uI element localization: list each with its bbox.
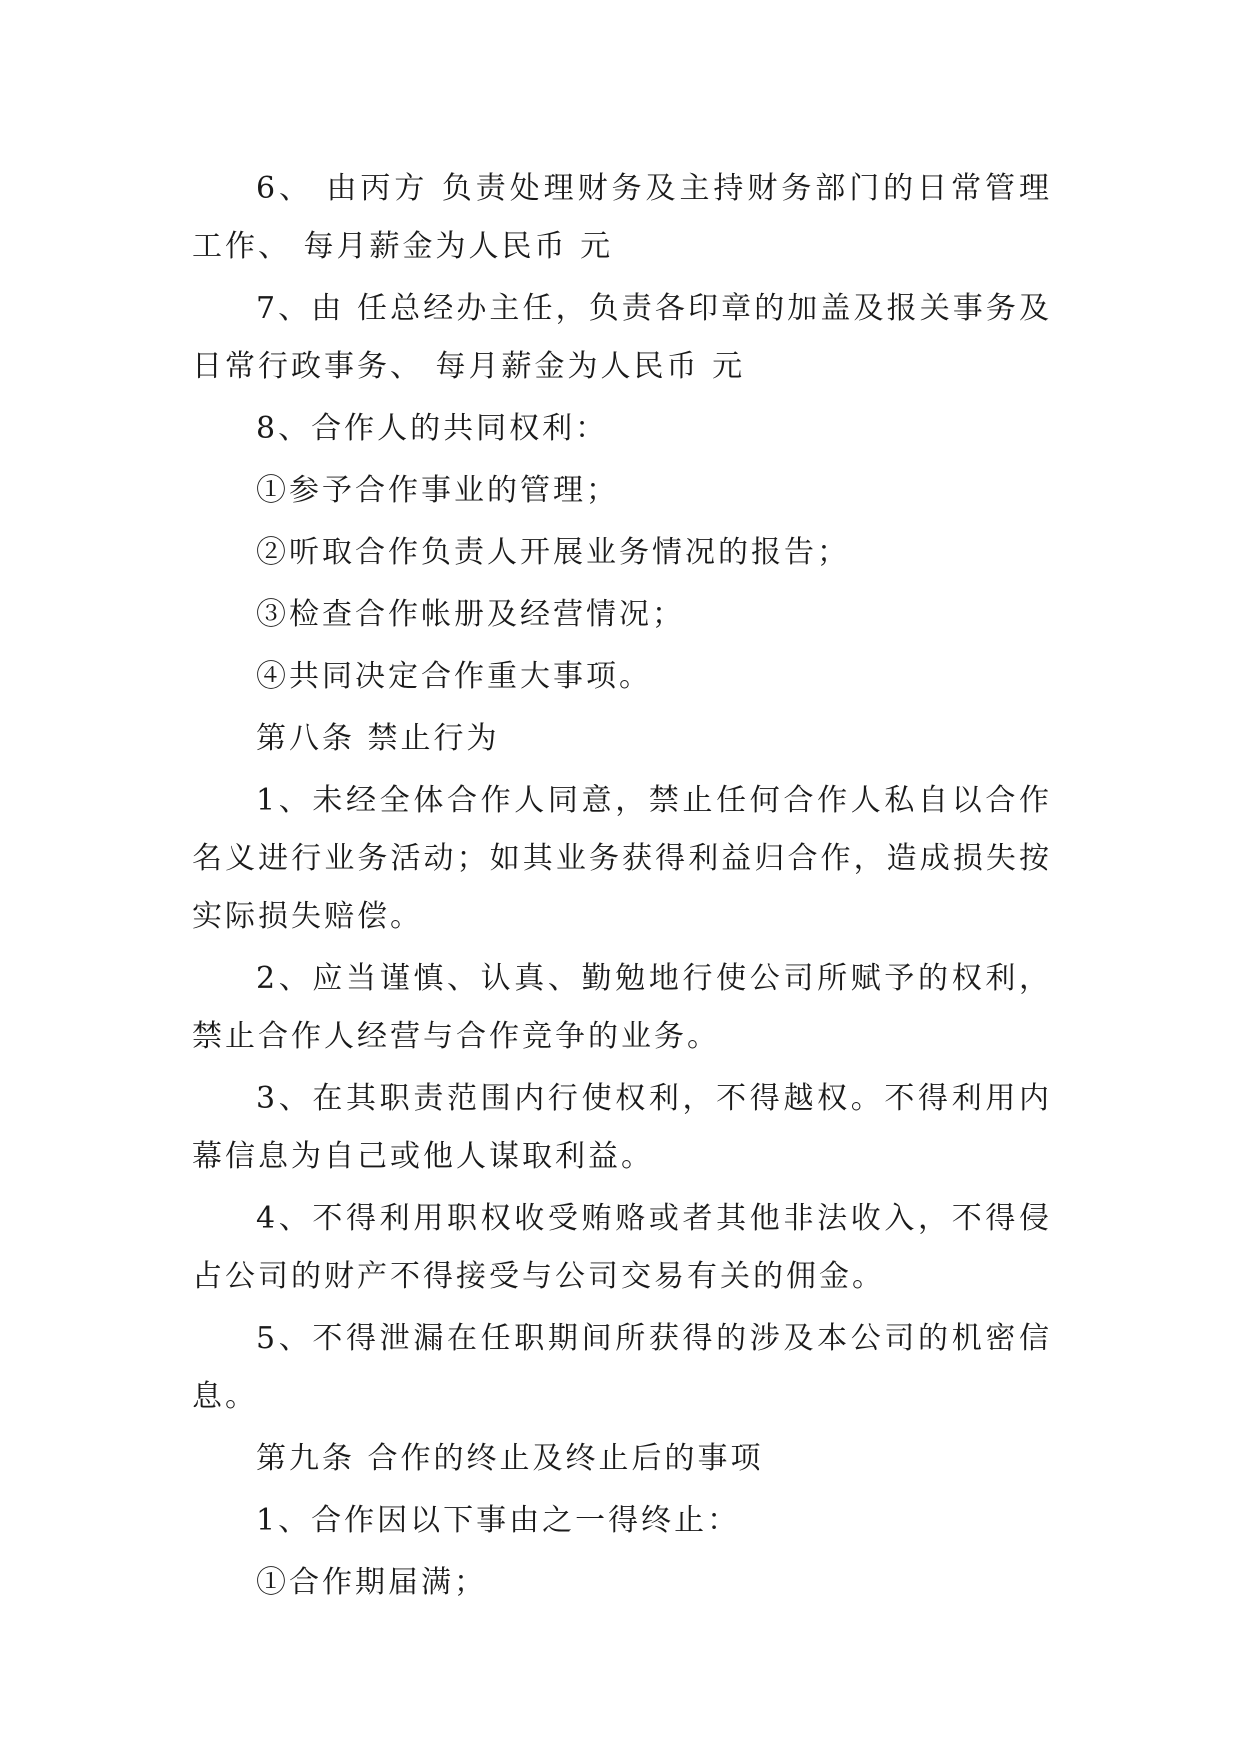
termination-reason-1: ①合作期届满； xyxy=(256,1565,487,1600)
list-item-right-3: ③检查合作帐册及经营情况； xyxy=(256,597,685,632)
list-item-right-4: ④共同决定合作重大事项。 xyxy=(256,659,652,694)
paragraph-item-6: 6、 由丙方 负责处理财务及主持财务部门的日常管理工作、 每月薪金为人民币 元 xyxy=(192,171,1052,264)
prohibition-item-4: 4、不得利用职权收受贿赂或者其他非法收入，不得侵占公司的财产不得接受与公司交易有关的佣金。 xyxy=(192,1201,1052,1294)
document-page xyxy=(192,160,1052,1612)
list-item-right-2: ②听取合作负责人开展业务情况的报告； xyxy=(256,535,850,570)
paragraph-item-8: 8、合作人的共同权利： xyxy=(256,411,609,446)
prohibition-item-2: 2、应当谨慎、认真、勤勉地行使公司所赋予的权利，禁止合作人经营与合作竞争的业务。 xyxy=(192,961,1052,1054)
list-item-right-1: ①参予合作事业的管理； xyxy=(256,473,619,508)
prohibition-item-1: 1、未经全体合作人同意，禁止任何合作人私自以合作名义进行业务活动；如其业务获得利益归合作，造成损失按实际损失赔偿。 xyxy=(192,783,1052,934)
prohibition-item-3: 3、在其职责范围内行使权利，不得越权。不得利用内幕信息为自己或他人谋取利益。 xyxy=(192,1081,1052,1174)
section-heading-article-8: 第八条 禁止行为 xyxy=(256,721,500,756)
section-heading-article-9: 第九条 合作的终止及终止后的事项 xyxy=(256,1441,764,1476)
termination-item-1: 1、合作因以下事由之一得终止： xyxy=(256,1503,741,1538)
paragraph-item-7: 7、由 任总经办主任，负责各印章的加盖及报关事务及日常行政事务、 每月薪金为人民币 元 xyxy=(192,291,1052,384)
prohibition-item-5: 5、不得泄漏在任职期间所获得的涉及本公司的机密信息。 xyxy=(192,1321,1052,1414)
